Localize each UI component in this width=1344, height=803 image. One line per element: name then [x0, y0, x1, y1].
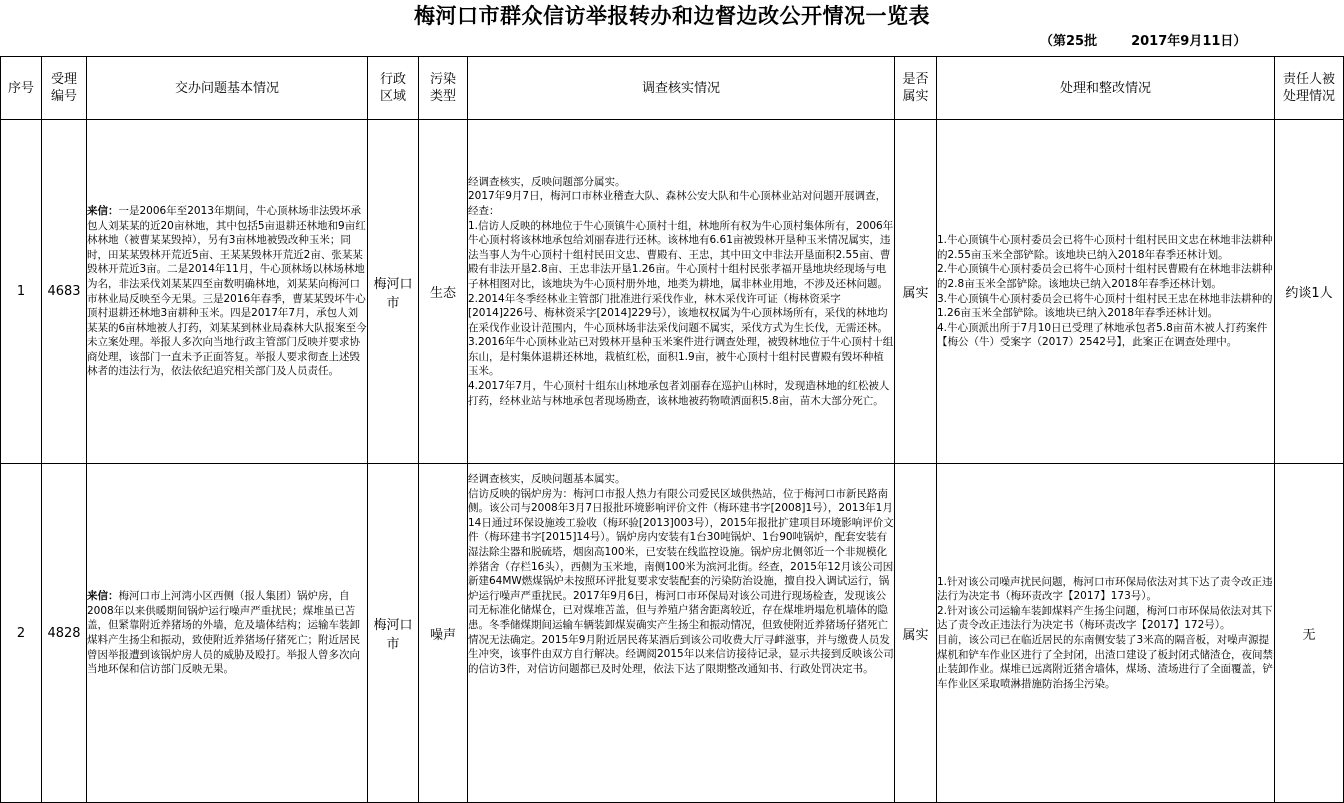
col-header-seq: 序号 [1, 57, 42, 120]
id-cell: 4683 [42, 120, 87, 464]
col-header-investigation: 调查核实情况 [468, 57, 895, 120]
issue-cell [87, 464, 368, 803]
region-cell: 梅河口市 [368, 464, 419, 803]
page-title: 梅河口市群众信访举报转办和边督边改公开情况一览表 [414, 4, 930, 28]
col-header-responsible: 责任人被 处理情况 [1275, 57, 1344, 120]
pollution-type-cell: 噪声 [419, 464, 468, 803]
batch-date-line [1040, 31, 1280, 53]
responsible-cell: 无 [1275, 464, 1344, 803]
id-cell: 4828 [42, 464, 87, 803]
seq-cell: 1 [1, 120, 42, 464]
header-row [1, 57, 1344, 120]
col-header-rectification: 处理和整改情况 [937, 57, 1275, 120]
table-row [1, 120, 1344, 464]
petition-table [0, 56, 1344, 803]
col-header-pollution-type: 污染 类型 [419, 57, 468, 120]
col-header-issue: 交办问题基本情况 [87, 57, 368, 120]
col-header-is-true: 是否 属实 [895, 57, 937, 120]
is-true-cell: 属实 [895, 120, 937, 464]
col-header-id: 受理 编号 [42, 57, 87, 120]
seq-cell: 2 [1, 464, 42, 803]
issue-cell [87, 120, 368, 464]
responsible-cell: 约谈1人 [1275, 120, 1344, 464]
investigation-cell: 经调查核实，反映问题部分属实。 2017年9月7日，梅河口市林业稽查大队、森林公安大队和牛心顶林业站对问题开展调查，经查： 1.信访人反映的林地位于牛心顶镇牛心顶村十组，林地所有权为牛心顶村集体所有，2006年牛心顶村将该林地承包给刘丽春进行还林。该林地有6.61亩被毁林开垦种玉米情况属实，违法当事人为牛心顶村十组村民田文忠、曹殿有、王忠，其中田文中非法开垦面积2.55亩、曹殿有非法开垦2.8亩、王忠非法开垦1.26亩。牛心顶村十组村民张孝福开垦地块经现场与电子林相图对比，该地块为牛心顶村册外地，地类为耕地，属非林业用地，不涉及还林问题。 2.2014年冬季经林业主管部门批准进行采伐作业，林木采伐许可证（梅林资采字[2014]226号、梅林资采字[2014]229号），该地权权属为牛心顶林场所有，采伐的林地均在采伐作业设计范围内，牛心顶林场非法采伐问题不属实，采伐方式为生长伐，无需还林。 3.2016年牛心顶林业站已对毁林开垦种玉米案件进行调查处理，被毁林地位于牛心顶村十组东山，是村集体退耕还林地，栽植红松，面积1.9亩，被牛心顶村十组村民曹殿有毁坏种植玉米。 4.2017年7月，牛心顶村十组东山林地承包者刘丽春在巡护山林时，发现造林地的红松被人打药，经林业站与林地承包者现场勘查，该林地被药物喷洒面积5.8亩，苗木大部分死亡。 [468, 120, 895, 464]
batch-label: （第25批 [1040, 34, 1098, 49]
report-date: 2017年9月11日） [1131, 34, 1247, 49]
rectification-cell: 1.针对该公司噪声扰民问题，梅河口市环保局依法对其下达了责令改正违法行为决定书（梅环责改字【2017】173号）。 2.针对该公司运输车装卸煤料产生扬尘问题，梅河口市环保局依法对其下达了责令改正违法行为决定书（梅环责改字【2017】172号）。 目前，该公司已在临近居民的东南侧安装了3米高的隔音板，对噪声源提煤机和铲车作业区进行了全封闭，出渣口建设了板封闭式储渣仓，夜间禁止装卸作业。煤堆已远离附近猪舍墙体，煤场、渣场进行了全面覆盖，铲车作业区采取喷淋措施防治扬尘污染。 [937, 464, 1275, 803]
issue-text: 一是2006年至2013年期间，牛心顶林场非法毁坏承包人刘某某的近20亩林地，其中包括5亩退耕还林地和9亩红林林地（被曹某某毁掉），另有3亩林地被毁改种玉米；同时，田某某毁林开荒近5亩、王某某毁林开荒近2亩、张某某毁林开荒近3亩。二是2014年11月，牛心顶林场以林场林地为名，非法采伐刘某某四至亩数明确林地，刘某某向梅河口市林业局反映至今无果。三是2016年春季，曹某某毁坏牛心顶村退耕还林地3亩耕种玉米。四是2017年7月，承包人刘某某的6亩林地被人打药，刘某某到林业局森林大队报案至今未立案处理。举报人多次向当地行政主管部门反映并要求协商处理，该部门一直未予正面答复。举报人要求彻查上述毁林者的违法行为，依法依纪追究相关部门及人员责任。 [87, 204, 367, 378]
table-row [1, 464, 1344, 803]
region-cell: 梅河口市 [368, 120, 419, 464]
rectification-cell: 1.牛心顶镇牛心顶村委员会已将牛心顶村十组村民田文忠在林地非法耕种的2.55亩玉米全部铲除。该地块已纳入2018年春季还林计划。 2.牛心顶镇牛心顶村委员会已将牛心顶村十组村民曹殿有在林地非法耕种的2.8亩玉米全部铲除。该地块已纳入2018年春季还林计划。 3.牛心顶镇牛心顶村委员会已将牛心顶村十组村民王忠在林地非法耕种的1.26亩玉米全部铲除。该地块已纳入2018年春季还林计划。 4.牛心顶派出所于7月10日已受理了林地承包者5.8亩苗木被人打药案件【梅公（牛）受案字（2017）2542号】，此案正在调查处理中。 [937, 120, 1275, 464]
col-header-region: 行政 区域 [368, 57, 419, 120]
issue-lead: 来信： [87, 590, 119, 603]
issue-text: 梅河口市上河湾小区西侧（报人集团）锅炉房，自2008年以来供暖期间锅炉运行噪声严重扰民；煤堆虽已苫盖，但紧靠附近养猪场的外墙，危及墙体结构；运输车装卸煤料产生扬尘和振动，致使附近养猪场仔猪死亡；附近居民曾因举报遭到该锅炉房人员的威胁及殴打。举报人曾多次向当地环保和信访部门反映无果。 [87, 590, 360, 676]
pollution-type-cell: 生态 [419, 120, 468, 464]
investigation-cell: 经调查核实，反映问题基本属实。 信访反映的锅炉房为：梅河口市报人热力有限公司爱民区域供热站，位于梅河口市新民路南侧。该公司与2008年3月7日报批环境影响评价文件（梅环建书字[2008]1号），2013年1月14日通过环保设施竣工验收（梅环验[2013]003号），2015年报批扩建项目环境影响评价文件（梅环建书字[2015]14号）。锅炉房内安装有1台30吨锅炉、1台90吨锅炉，配套安装有湿法除尘器和脱硫塔，烟囱高100米，已安装在线监控设施。锅炉房北侧邻近一个非规模化养猪舍（存栏16头），西侧为玉米地，南侧100米为滨河北街。经查，2015年12月该公司因新建64MW燃煤锅炉未按照环评批复要求安装配套的污染防治设施，擅自投入调试运行，锅炉运行噪声严重扰民。2017年9月6日，梅河口市环保局对该公司进行现场检查，发现该公司无标准化储煤仓，已对煤堆苫盖，但与养殖户猪舍距离较近，存在煤堆坍塌危机墙体的隐患。冬季储煤期间运输车辆装卸煤炭确实产生扬尘和振动情况，但致使附近养猪场仔猪死亡情况无法确定。2015年9月附近居民蒋某酒后到该公司收费大厅寻衅滋事，并与缴费人员发生冲突，该事件由双方自行解决。经调阅2015年以来信访接待记录，显示共接到反映该公司的信访3件，对信访问题都已及时处理，依法下达了限期整改通知书、行政处罚决定书。 [468, 464, 895, 803]
issue-lead: 来信： [87, 204, 119, 217]
is-true-cell: 属实 [895, 464, 937, 803]
